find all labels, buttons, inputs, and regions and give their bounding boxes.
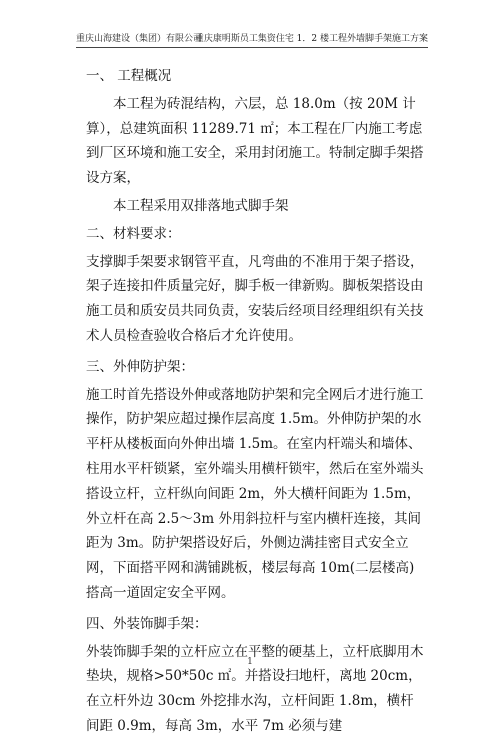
paragraph-protective-frame: 施工时首先搭设外伸或落地防护架和完全网后才进行施工操作，防护架应超过操作层高度 1.5m。外伸防护架的水平杆从楼板面向外伸出墙 1.5m。在室内杆端头和墙体、柱用水平杆锁紧，室外端头用横杆锁牢，然后在室外端头搭设立杆，立杆纵向间距 2m，外大横杆间距为 1.5m，外立杆在高 2.5～3m 外用斜拉杆与室内横杆连接，其间距为 3m。防护架搭设好后，外侧边满挂密目式安全立网，下面搭平网和满铺跳板，楼层每高 10m(二层楼高)搭高一道固定安全平网。: [86, 386, 424, 601]
paragraph-decoration-scaffold: 外装饰脚手架的立杆应立在平整的硬基上，立杆底脚用木垫块，规格>50*50c ㎡。并搭设扫地杆，离地 20cm，在立杆外边 30cm 外挖排水沟，立杆间距 1.8m，横杆间距 0.9m，每高 3m，水平 7m 必须与建: [86, 643, 424, 734]
header-rule: [76, 47, 428, 48]
paragraph-overview: 本工程为砖混结构，六层，总 18.0m（按 20M 计算），总建筑面积 11289.71 ㎡；本工程在厂内施工考虑到厂区环境和施工安全，采用封闭施工。特制定脚手架搭设方案，: [86, 95, 424, 187]
section-heading-decoration-scaffold: 四、外装饰脚手架：: [86, 615, 208, 632]
section-heading-materials: 二、材料要求：: [86, 225, 181, 242]
header-document-title: 重庆康明斯员工集资住宅 1．2 楼工程外墙脚手架施工方案: [194, 34, 428, 44]
section-heading-overview: 一、 工程概况: [86, 68, 172, 84]
document-body: [86, 64, 426, 739]
paragraph-scaffold-type: 本工程采用双排落地式脚手架: [113, 197, 289, 214]
header-company: 重庆山海建设（集团）有限公司: [76, 34, 203, 44]
section-heading-protective-frame: 三、外伸防护架：: [86, 358, 194, 375]
paragraph-materials: 支撑脚手架要求钢管平直，凡弯曲的不准用于架子搭设，架子连接扣件质量完好，脚手板一律新购。脚板架搭设由施工员和质安员共同负责，安装后经项目经理组织有关技术人员检查验收合格后才允许使用。: [86, 253, 424, 344]
page-header: [76, 33, 428, 48]
page-number: 1: [247, 657, 253, 667]
